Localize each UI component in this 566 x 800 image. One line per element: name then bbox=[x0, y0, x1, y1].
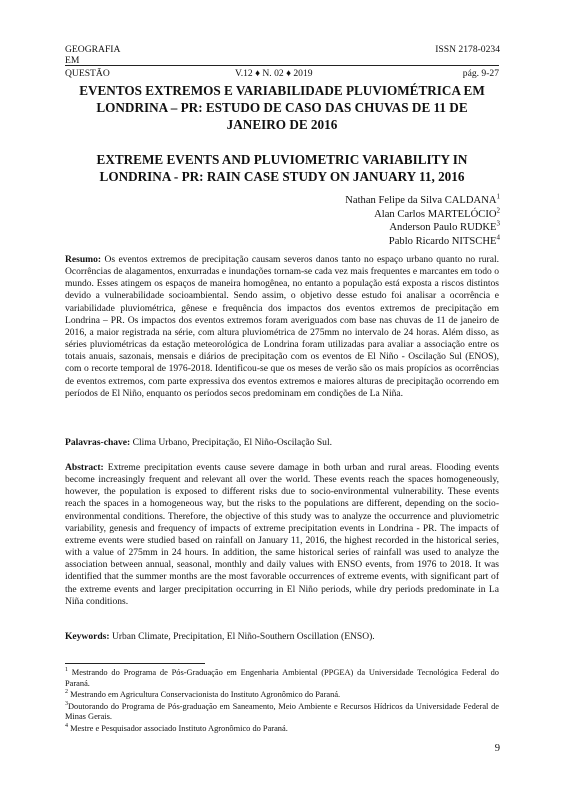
journal-name-line3: QUESTÃO bbox=[65, 68, 110, 79]
keywords-english bbox=[65, 631, 499, 643]
page-number: 9 bbox=[494, 743, 500, 754]
keywords-text: Clima Urbano, Precipitação, El Niño-Oscilação Sul. bbox=[132, 437, 332, 448]
issn: ISSN 2178-0234 bbox=[435, 44, 500, 55]
footnote: $^2$ Mestrando em Agricultura Conservacionista do Instituto Agronômico do Paraná. bbox=[65, 689, 341, 700]
author: Nathan Felipe da Silva CALDANA$^1$ bbox=[345, 192, 500, 206]
page-range: pág. 9-27 bbox=[462, 68, 499, 79]
footnote: $^3$Doutorando do Programa de Pós-graduação em Saneamento, Meio Ambiente e Recursos Hídricos da Universidade Federal de Minas Gerais. bbox=[65, 700, 499, 722]
abstract-text: Extreme precipitation events cause severe damage in both urban and rural areas. Flooding events become increasingly frequent and relevant all over the world. These events reach the spaces homogeneously, however, the population is exposed to different risks due to socio-environmental vulnerability. These events reach the spaces in a homogeneous way, but the risks to the populations are different, depending on the socio-environmental conditions. Therefore, the objective of this study was to analyze the occurrence and pluviometric variability, genesis and frequency of impacts of extreme precipitation events in Londrina - PR. The impacts of extreme events were studied based on rainfall on January 11, 2016, the highest recorded in the historical series, with a value of 275mm in 24 hours. In addition, the same historical series of rainfall was used to analyze the association between annual, seasonal, monthly and daily values with ENSO events, from 1976 to 2018. It was identified that the summer months are the most favorable occurrences of extreme events, with significant part of the extreme events and larger precipitation occurring in El Niño periods, while dry periods predominate in La Niña conditions. bbox=[65, 462, 500, 607]
header-rule bbox=[65, 65, 499, 66]
author-list bbox=[345, 194, 500, 248]
footnote: $^4$ Mestre e Pesquisador associado Instituto Agronômico do Paraná. bbox=[65, 723, 288, 733]
keywords-portuguese bbox=[65, 437, 499, 449]
keywords-label: Palavras-chave: bbox=[65, 437, 131, 448]
footnotes bbox=[65, 668, 499, 736]
footnote: $^1$ Mestrando do Programa de Pós-Graduação em Engenharia Ambiental (PPGEA) da Universidade Tecnológica Federal do Paraná. bbox=[65, 667, 499, 688]
abstract-label: Resumo: bbox=[65, 254, 102, 265]
journal-name-line2: EM bbox=[65, 55, 80, 66]
abstract-portuguese bbox=[65, 254, 499, 400]
footnote-rule bbox=[65, 663, 205, 664]
author: Anderson Paulo RUDKE$^3$ bbox=[389, 219, 500, 234]
author: Pablo Ricardo NITSCHE$^4$ bbox=[388, 233, 500, 247]
journal-name: GEOGRAFIA bbox=[65, 44, 121, 55]
author: Alan Carlos MARTELÓCIO$^2$ bbox=[374, 206, 500, 220]
volume-info: V.12 ♦ N. 02 ♦ 2019 bbox=[235, 68, 313, 79]
abstract-text: Os eventos extremos de precipitação causam severos danos tanto no espaço urbano quanto no rural. Ocorrências de alagamentos, enxurradas e inundações tornam-se cada vez mais frequentes e marcantes em todo o mundo. Esses atingem os espaços de maneira homogênea, no entanto a população está exposta a riscos distintos devido a vulnerabilidade socioambiental. Sendo assim, o objetivo desse estudo foi analisar a ocorrência e variabilidade pluviométrica, gênese e frequência dos impactos dos eventos extremos de precipitação em Londrina – PR. Os impactos dos eventos extremos foram averiguados com base nas chuvas de 11 de janeiro de 2016, a maior registrada na série, com altura pluviométrica de 275mm no intervalo de 24 horas. Além disso, as séries pluviométricas da estação meteorológica de Londrina foram utilizadas para avaliar a associação entre os totais anuais, sazonais, mensais e diários de precipitação com os eventos de El Niño - Oscilação Sul (ENOS), com o recorte temporal de 1976-2018. Identificou-se que os meses de verão são os mais propícios as ocorrências de eventos extremos, com parte expressiva dos eventos extremos e maiores alturas de precipitação ocorrendo em períodos de El Niño, enquanto os períodos secos predominam em condições de La Niña. bbox=[65, 254, 499, 399]
abstract-label: Abstract: bbox=[65, 462, 104, 473]
title-portuguese: EVENTOS EXTREMOS E VARIABILIDADE PLUVIOMÉTRICA EM LONDRINA – PR: ESTUDO DE CASO DAS CHUVAS DE 11 DE JANEIRO DE 2016 bbox=[79, 83, 485, 132]
title-english: EXTREME EVENTS AND PLUVIOMETRIC VARIABILITY IN LONDRINA - PR: RAIN CASE STUDY ON JANUARY 11, 2016 bbox=[96, 152, 468, 184]
abstract-english bbox=[65, 462, 499, 608]
keywords-label: Keywords: bbox=[65, 631, 110, 642]
keywords-text: Urban Climate, Precipitation, El Niño-Southern Oscillation (ENSO). bbox=[111, 631, 375, 642]
header-row bbox=[65, 68, 499, 79]
